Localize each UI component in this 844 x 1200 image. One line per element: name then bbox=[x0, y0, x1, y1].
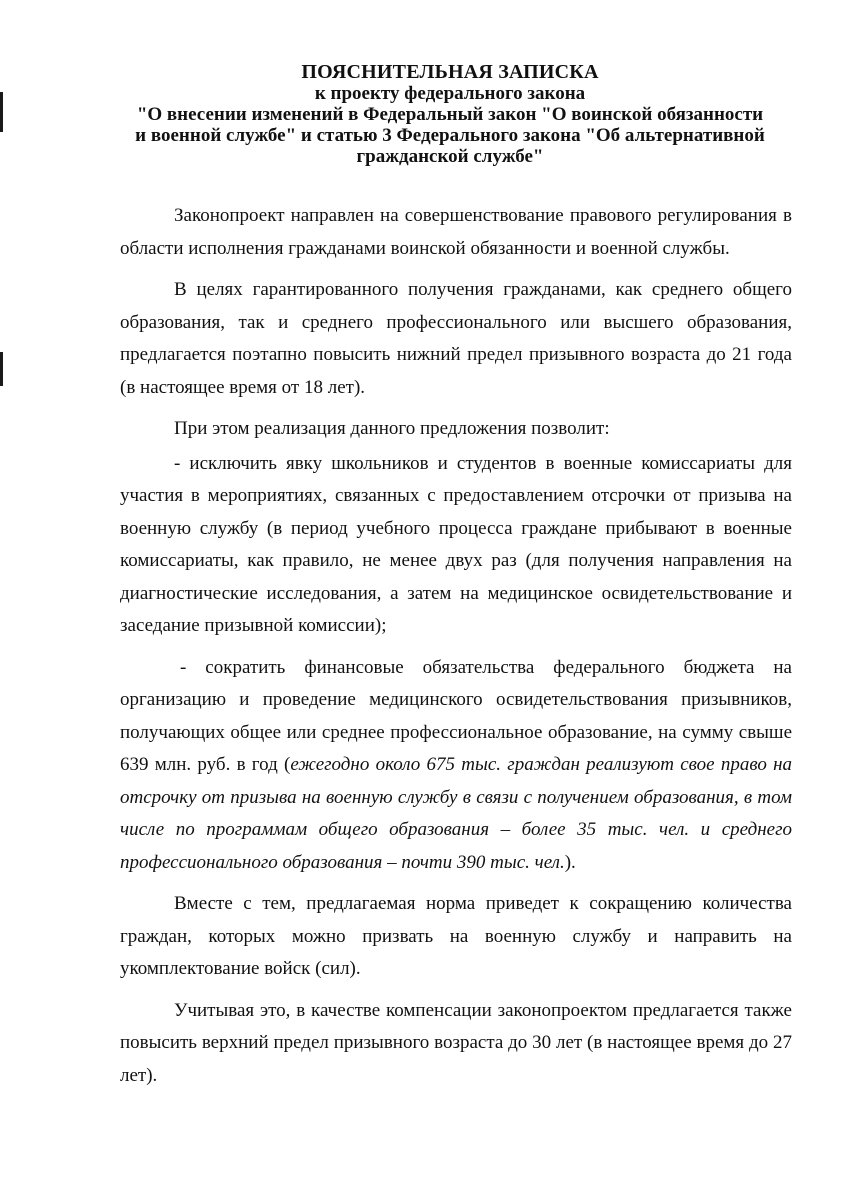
paragraph-purpose: Законопроект направлен на совершенствование правового регулирования в области исполнения гражданами воинской обязанности и военной службы. bbox=[120, 205, 792, 259]
law-title-line-2: и военной службе" и статью 3 Федерального закона "Об альтернативной bbox=[135, 125, 765, 146]
reduce-costs-lead-text: - сократить финансовые обязательства федерального бюджета на организацию и проведение медицинского освидетельствования призывников, получающих общее или среднее профессиональное образование, на сумму свыше 639 млн. руб. в год ( bbox=[120, 656, 792, 775]
reduce-costs-italic-note: ежегодно около 675 тыс. граждан реализуют свое право на отсрочку от призыва на военную службу в связи с получением образования, в том числе по программам общего образования – более 35 тыс. чел. и среднего профессионального образования – почти 390 тыс. чел. bbox=[120, 754, 792, 873]
document-subtitle: к проекту федерального закона bbox=[314, 83, 586, 104]
document-header bbox=[100, 62, 800, 167]
paragraph-bullet-reduce-costs bbox=[120, 652, 792, 880]
document-body bbox=[120, 200, 792, 1101]
scan-edge-mark bbox=[0, 92, 3, 132]
paragraph-bullet-exclude-visits: - исключить явку школьников и студентов в военные комиссариаты для участия в мероприятиях, связанных с предоставлением отсрочки от призыва на военную службу (в период учебного процесса граждане прибывают в военные комиссариаты, как правило, не менее двух раз (для получения направления на диагностические исследования, а затем на медицинское освидетельствование и заседание призывной комиссии); bbox=[120, 452, 792, 636]
reduce-costs-tail-text: ). bbox=[564, 851, 576, 873]
law-title-line-3: гражданской службе" bbox=[356, 146, 544, 167]
paragraph-recruitment-reduction: Вместе с тем, предлагаемая норма приведет к сокращению количества граждан, которых можно призвать на военную службу и направить на укомплектование войск (сил). bbox=[120, 893, 792, 979]
law-title-line-1: "О внесении изменений в Федеральный закон "О воинской обязанности bbox=[136, 104, 764, 125]
scan-edge-mark bbox=[0, 352, 3, 386]
paragraph-age-proposal: В целях гарантированного получения гражданами, как среднего общего образования, так и среднего профессионального или высшего образования, предлагается поэтапно повысить нижний предел призывного возраста до 21 года (в настоящее время от 18 лет). bbox=[120, 279, 792, 398]
paragraph-consequences-intro: При этом реализация данного предложения позволит: bbox=[174, 418, 610, 439]
document-title: ПОЯСНИТЕЛЬНАЯ ЗАПИСКА bbox=[301, 61, 599, 83]
paragraph-upper-age-compensation: Учитывая это, в качестве компенсации законопроектом предлагается также повысить верхний предел призывного возраста до 30 лет (в настоящее время до 27 лет). bbox=[120, 999, 792, 1086]
